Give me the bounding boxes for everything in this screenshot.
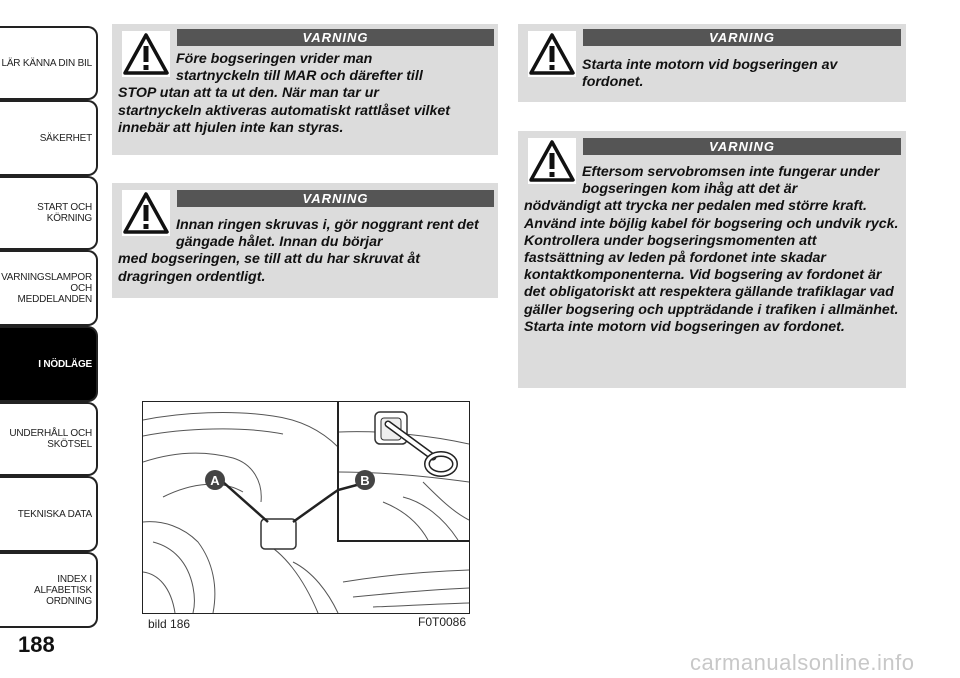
warning-text bbox=[524, 57, 904, 91]
tab-varningslampor[interactable] bbox=[0, 250, 98, 326]
warning-heading: VARNING bbox=[177, 29, 494, 46]
tab-label: TEKNISKA DATA bbox=[17, 508, 92, 520]
warning-heading: VARNING bbox=[177, 190, 494, 207]
warning-box-ignition bbox=[112, 24, 498, 155]
tab-sakerhet[interactable] bbox=[0, 100, 98, 176]
callout-a-label: A bbox=[210, 473, 220, 488]
warning-box-brakes bbox=[518, 131, 906, 388]
tab-lar-kanna-din-bil[interactable] bbox=[0, 26, 98, 100]
tab-label: I NÖDLÄGE bbox=[38, 358, 92, 370]
tow-hook-figure bbox=[142, 401, 470, 614]
warning-text-indented: Innan ringen skruvas i, gör noggrant rent det gängade hålet. Innan du börjar bbox=[176, 217, 479, 251]
warning-text-full: med bogseringen, se till att du har skruvat åt dragringen ordentligt. bbox=[118, 251, 420, 285]
warning-heading: VARNING bbox=[583, 29, 901, 46]
warning-text bbox=[118, 51, 494, 137]
bumper-illustration bbox=[143, 402, 469, 613]
tab-label: UNDERHÅLL OCH SKÖTSEL bbox=[9, 428, 92, 450]
tab-label: START OCH KÖRNING bbox=[37, 202, 92, 224]
callout-b-label: B bbox=[360, 473, 370, 488]
warning-heading: VARNING bbox=[583, 138, 901, 155]
warning-text-indented: Före bogseringen vrider man startnyckeln till MAR och därefter till bbox=[176, 51, 423, 85]
tab-label: INDEX I ALFABETISK ORDNING bbox=[33, 573, 92, 607]
warning-text-full: STOP utan att ta ut den. När man tar ur startnyckeln aktiveras automatiskt rattlåset vilket innebär att hjulen inte kan styras. bbox=[118, 85, 450, 136]
warning-text-indented: Eftersom servobromsen inte fungerar under bogseringen kom ihåg att det är bbox=[582, 164, 880, 198]
warning-box-engine bbox=[518, 24, 906, 102]
warning-text-full: nödvändigt att trycka ner pedalen med större kraft. Använd inte böjlig kabel för bogsering och undvik ryck. Kontrollera under bogseringsmomenten att fastsättning av leden på fordonet inte skadar kontaktkomponenterna. Vid bogsering av fordonet är det obligatoriskt att respektera gällande trafiklagar vad gäller bogsering och uppträdande i trafiken i allmänhet. Starta inte motorn vid bogseringen av fordonet. bbox=[524, 198, 899, 335]
tab-label: LÄR KÄNNA DIN BIL bbox=[1, 57, 92, 69]
warning-text bbox=[118, 217, 494, 286]
figure-caption: bild 186 bbox=[148, 617, 191, 631]
tab-label: VARNINGSLAMPOR OCH MEDDELANDEN bbox=[1, 271, 92, 305]
tab-index-i-alfabetisk-ordning[interactable] bbox=[0, 552, 98, 628]
tab-start-och-korning[interactable] bbox=[0, 176, 98, 250]
warning-text-indented: Starta inte motorn vid bogseringen av fordonet. bbox=[582, 57, 838, 91]
tab-i-nodlage[interactable] bbox=[0, 326, 98, 402]
watermark: carmanualsonline.info bbox=[690, 650, 915, 675]
page-number: 188 bbox=[18, 632, 55, 657]
tab-underhall-och-skotsel[interactable] bbox=[0, 402, 98, 476]
tab-tekniska-data[interactable] bbox=[0, 476, 98, 552]
tab-label: SÄKERHET bbox=[39, 132, 92, 144]
warning-text bbox=[524, 164, 904, 336]
warning-box-tow-ring bbox=[112, 183, 498, 298]
figure-code: F0T0086 bbox=[418, 615, 467, 629]
